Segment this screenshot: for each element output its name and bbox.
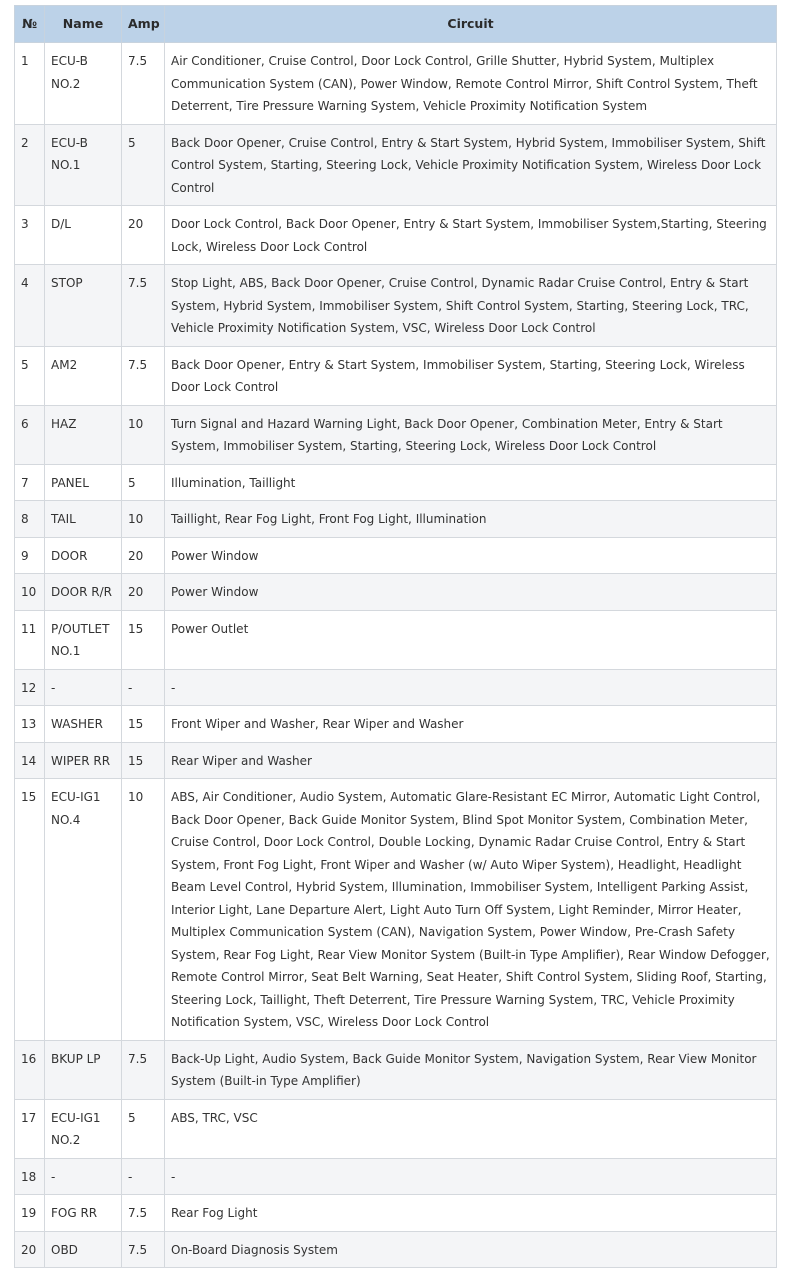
- cell-circuit: Turn Signal and Hazard Warning Light, Back Door Opener, Combination Meter, Entry & Start System, Immobiliser System, Starting, Steering Lock, Wireless Door Lock Control: [165, 405, 777, 464]
- column-header-number: №: [15, 6, 45, 43]
- table-header-row: [15, 6, 777, 43]
- cell-name: ECU-IG1 NO.4: [45, 779, 122, 1041]
- cell-number: 9: [15, 537, 45, 574]
- cell-amp: 7.5: [122, 43, 165, 125]
- cell-name: -: [45, 1158, 122, 1195]
- cell-number: 18: [15, 1158, 45, 1195]
- cell-name: AM2: [45, 346, 122, 405]
- cell-number: 6: [15, 405, 45, 464]
- cell-number: 19: [15, 1195, 45, 1232]
- cell-name: ECU-B NO.2: [45, 43, 122, 125]
- cell-name: DOOR: [45, 537, 122, 574]
- table-row: [15, 1099, 777, 1158]
- cell-circuit: ABS, Air Conditioner, Audio System, Automatic Glare-Resistant EC Mirror, Automatic Light Control, Back Door Opener, Back Guide Monitor System, Blind Spot Monitor System, Combination Meter, Cruise Control, Door Lock Control, Double Locking, Dynamic Radar Cruise Control, Entry & Start System, Front Fog Light, Front Wiper and Washer (w/ Auto Wiper System), Headlight, Headlight Beam Level Control, Hybrid System, Illumination, Immobiliser System, Intelligent Parking Assist, Interior Light, Lane Departure Alert, Light Auto Turn Off System, Light Reminder, Mirror Heater, Multiplex Communication System (CAN), Navigation System, Power Window, Pre-Crash Safety System, Rear Fog Light, Rear View Monitor System (Built-in Type Amplifier), Rear Window Defogger, Remote Control Mirror, Seat Belt Warning, Seat Heater, Shift Control System, Sliding Roof, Starting, Steering Lock, Taillight, Theft Deterrent, Tire Pressure Warning System, TRC, Vehicle Proximity Notification System, VSC, Wireless Door Lock Control: [165, 779, 777, 1041]
- table-row: [15, 1158, 777, 1195]
- cell-number: 3: [15, 206, 45, 265]
- cell-circuit: -: [165, 669, 777, 706]
- cell-amp: -: [122, 1158, 165, 1195]
- table-row: [15, 669, 777, 706]
- cell-amp: 5: [122, 464, 165, 501]
- cell-number: 14: [15, 742, 45, 779]
- cell-name: ECU-B NO.1: [45, 124, 122, 206]
- cell-amp: 15: [122, 706, 165, 743]
- cell-name: STOP: [45, 265, 122, 347]
- cell-amp: 7.5: [122, 265, 165, 347]
- cell-amp: 7.5: [122, 346, 165, 405]
- cell-amp: 7.5: [122, 1195, 165, 1232]
- cell-circuit: Power Outlet: [165, 610, 777, 669]
- cell-amp: 5: [122, 124, 165, 206]
- cell-number: 8: [15, 501, 45, 538]
- cell-number: 17: [15, 1099, 45, 1158]
- table-row: [15, 574, 777, 611]
- table-row: [15, 265, 777, 347]
- table-row: [15, 346, 777, 405]
- cell-amp: 10: [122, 405, 165, 464]
- table-row: [15, 742, 777, 779]
- cell-number: 20: [15, 1231, 45, 1268]
- cell-amp: 10: [122, 779, 165, 1041]
- cell-circuit: Power Window: [165, 537, 777, 574]
- cell-amp: 15: [122, 742, 165, 779]
- cell-amp: 15: [122, 610, 165, 669]
- cell-number: 15: [15, 779, 45, 1041]
- cell-number: 7: [15, 464, 45, 501]
- table-body: [15, 43, 777, 1268]
- table-row: [15, 1040, 777, 1099]
- cell-number: 2: [15, 124, 45, 206]
- cell-amp: 20: [122, 206, 165, 265]
- cell-number: 11: [15, 610, 45, 669]
- cell-circuit: Rear Fog Light: [165, 1195, 777, 1232]
- column-header-amp: Amp: [122, 6, 165, 43]
- cell-circuit: On-Board Diagnosis System: [165, 1231, 777, 1268]
- cell-number: 12: [15, 669, 45, 706]
- cell-name: FOG RR: [45, 1195, 122, 1232]
- cell-name: WASHER: [45, 706, 122, 743]
- cell-amp: 7.5: [122, 1040, 165, 1099]
- table-row: [15, 537, 777, 574]
- cell-amp: 5: [122, 1099, 165, 1158]
- table-row: [15, 43, 777, 125]
- cell-name: BKUP LP: [45, 1040, 122, 1099]
- cell-name: WIPER RR: [45, 742, 122, 779]
- cell-amp: 10: [122, 501, 165, 538]
- cell-name: D/L: [45, 206, 122, 265]
- cell-circuit: Power Window: [165, 574, 777, 611]
- column-header-name: Name: [45, 6, 122, 43]
- table-row: [15, 206, 777, 265]
- cell-circuit: Taillight, Rear Fog Light, Front Fog Light, Illumination: [165, 501, 777, 538]
- cell-number: 10: [15, 574, 45, 611]
- cell-name: -: [45, 669, 122, 706]
- cell-amp: 20: [122, 537, 165, 574]
- cell-number: 16: [15, 1040, 45, 1099]
- cell-circuit: Back Door Opener, Entry & Start System, Immobiliser System, Starting, Steering Lock, Wireless Door Lock Control: [165, 346, 777, 405]
- cell-amp: -: [122, 669, 165, 706]
- table-row: [15, 1195, 777, 1232]
- cell-name: HAZ: [45, 405, 122, 464]
- cell-amp: 7.5: [122, 1231, 165, 1268]
- cell-name: TAIL: [45, 501, 122, 538]
- table-row: [15, 610, 777, 669]
- cell-number: 4: [15, 265, 45, 347]
- table-row: [15, 779, 777, 1041]
- cell-amp: 20: [122, 574, 165, 611]
- table-row: [15, 501, 777, 538]
- cell-circuit: Back Door Opener, Cruise Control, Entry & Start System, Hybrid System, Immobiliser System, Shift Control System, Starting, Steering Lock, Vehicle Proximity Notification System, Wireless Door Lock Control: [165, 124, 777, 206]
- cell-name: OBD: [45, 1231, 122, 1268]
- table-row: [15, 464, 777, 501]
- cell-name: ECU-IG1 NO.2: [45, 1099, 122, 1158]
- cell-circuit: -: [165, 1158, 777, 1195]
- cell-number: 5: [15, 346, 45, 405]
- table-row: [15, 405, 777, 464]
- cell-circuit: Rear Wiper and Washer: [165, 742, 777, 779]
- cell-circuit: ABS, TRC, VSC: [165, 1099, 777, 1158]
- cell-name: P/OUTLET NO.1: [45, 610, 122, 669]
- cell-circuit: Stop Light, ABS, Back Door Opener, Cruise Control, Dynamic Radar Cruise Control, Entry & Start System, Hybrid System, Immobiliser System, Shift Control System, Starting, Steering Lock, TRC, Vehicle Proximity Notification System, VSC, Wireless Door Lock Control: [165, 265, 777, 347]
- fuse-table: [14, 5, 777, 1268]
- cell-circuit: Air Conditioner, Cruise Control, Door Lock Control, Grille Shutter, Hybrid System, Multiplex Communication System (CAN), Power Window, Remote Control Mirror, Shift Control System, Theft Deterrent, Tire Pressure Warning System, Vehicle Proximity Notification System: [165, 43, 777, 125]
- cell-name: DOOR R/R: [45, 574, 122, 611]
- cell-number: 1: [15, 43, 45, 125]
- table-row: [15, 706, 777, 743]
- cell-name: PANEL: [45, 464, 122, 501]
- column-header-circuit: Circuit: [165, 6, 777, 43]
- page-caption: [14, 0, 314, 2]
- table-row: [15, 1231, 777, 1268]
- cell-circuit: Front Wiper and Washer, Rear Wiper and Washer: [165, 706, 777, 743]
- table-row: [15, 124, 777, 206]
- cell-circuit: Door Lock Control, Back Door Opener, Entry & Start System, Immobiliser System,Starting, Steering Lock, Wireless Door Lock Control: [165, 206, 777, 265]
- cell-circuit: Illumination, Taillight: [165, 464, 777, 501]
- cell-circuit: Back-Up Light, Audio System, Back Guide Monitor System, Navigation System, Rear View Monitor System (Built-in Type Amplifier): [165, 1040, 777, 1099]
- cell-number: 13: [15, 706, 45, 743]
